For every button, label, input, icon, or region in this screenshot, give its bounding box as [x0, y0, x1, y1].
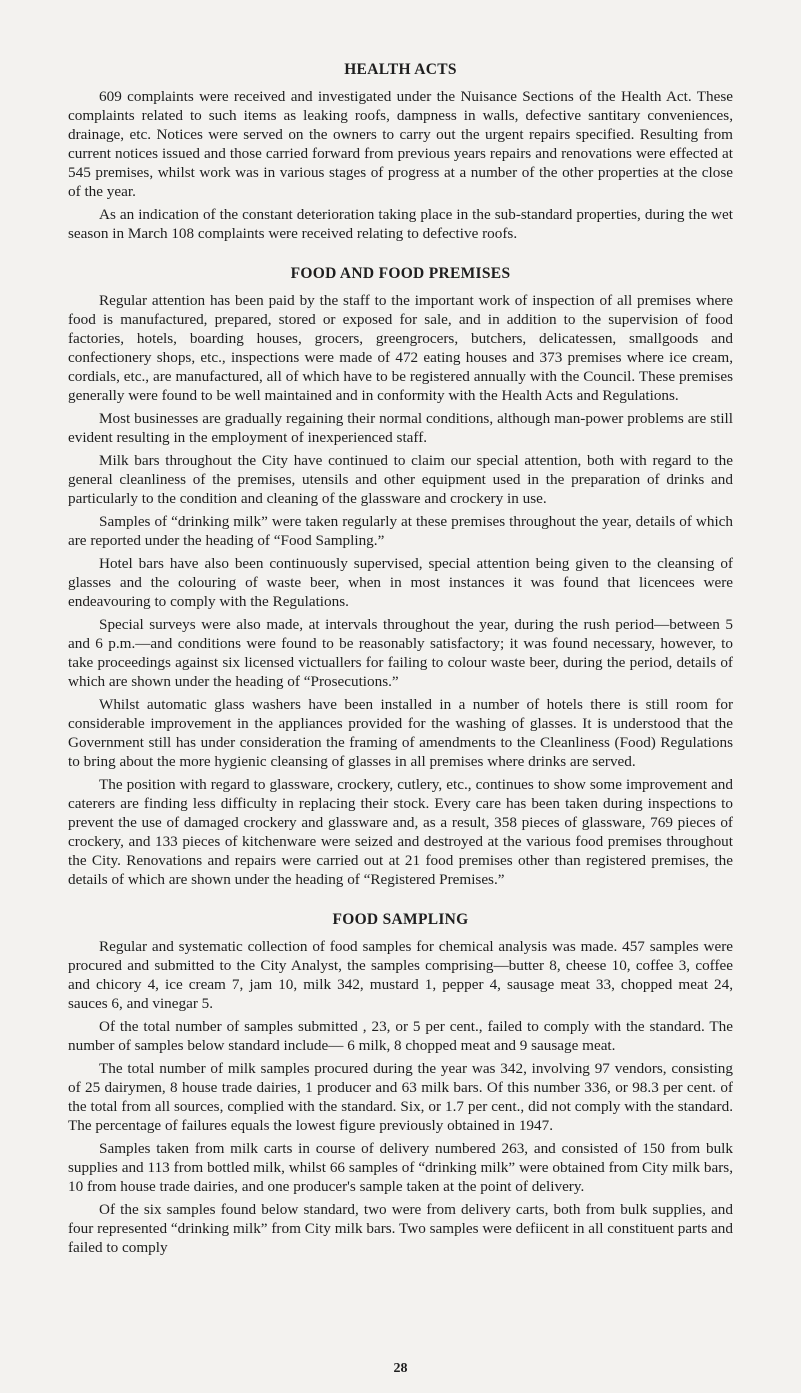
paragraph: Most businesses are gradually regaining their normal conditions, although man-power problems are still evident resulting in the employment of inexperienced staff.: [68, 410, 733, 446]
paragraph: Special surveys were also made, at intervals throughout the year, during the rush period—between 5 and 6 p.m.—and conditions were found to be reasonably satisfactory; it was found necessary, however, to take proceedings against six licensed victuallers for failing to colour waste beer, during the period, details of which are shown under the heading of “Prosecutions.”: [68, 616, 733, 690]
paragraph: The total number of milk samples procured during the year was 342, involving 97 vendors, consisting of 25 dairymen, 8 house trade dairies, 1 producer and 63 milk bars. Of this number 336, or 98.3 per cent. of the total from all sources, complied with the standard. Six, or 1.7 per cent., did not comply with the standard. The percentage of failures equals the lowest figure previously obtained in 1947.: [68, 1060, 733, 1134]
food-premises-heading: FOOD AND FOOD PREMISES: [290, 265, 511, 282]
food-sampling-heading: FOOD SAMPLING: [332, 911, 469, 928]
paragraph: Regular attention has been paid by the staff to the important work of inspection of all premises where food is manufactured, prepared, stored or exposed for sale, and in addition to the supervision of food factories, hotels, boarding houses, grocers, greengrocers, butchers, delicatessen, smallgoods and confectionery shops, etc., inspections were made of 472 eating houses and 373 premises where ice cream, cordials, etc., are manufactured, all of which have to be registered annually with the Council. These premises generally were found to be well maintained and in conformity with the Health Acts and Regulations.: [68, 292, 733, 404]
food-sampling-section: [68, 910, 733, 1257]
paragraph: Milk bars throughout the City have continued to claim our special attention, both with regard to the general cleanliness of the premises, utensils and other equipment used in the preparation of drinks and particularly to the condition and cleaning of the glassware and crockery in use.: [68, 452, 733, 507]
paragraph: Whilst automatic glass washers have been installed in a number of hotels there is still room for considerable improvement in the appliances provided for the washing of glasses. It is understood that the Government still has under consideration the framing of amendments to the Cleanliness (Food) Regulations to bring about the more hygienic cleansing of glasses in all premises where drinks are served.: [68, 696, 733, 770]
paragraph: The position with regard to glassware, crockery, cutlery, etc., continues to show some improvement and caterers are finding less difficulty in replacing their stock. Every care has been taken during inspections to prevent the use of damaged crockery and glassware and, as a result, 358 pieces of glassware, 769 pieces of crockery, and 133 pieces of kitchenware were seized and destroyed at the various food premises throughout the City. Renovations and repairs were carried out at 21 food premises other than registered premises, the details of which are shown under the heading of “Registered Premises.”: [68, 776, 733, 888]
paragraph: Samples of “drinking milk” were taken regularly at these premises throughout the year, details of which are reported under the heading of “Food Sampling.”: [68, 513, 733, 549]
paragraph: 609 complaints were received and investigated under the Nuisance Sections of the Health Act. These complaints related to such items as leaking roofs, dampness in walls, defective santitary conveniences, drainage, etc. Notices were served on the owners to carry out the urgent repairs specified. Resulting from current notices issued and those carried forward from previous years repairs and renovations were effected at 545 premises, whilst work was in various stages of progress at a number of the other properties at the close of the year.: [68, 88, 733, 200]
health-acts-section: [68, 60, 733, 243]
paragraph: As an indication of the constant deterioration taking place in the sub-standard properties, during the wet season in March 108 complaints were received relating to defective roofs.: [68, 206, 733, 242]
food-premises-section: [68, 264, 733, 889]
paragraph: Of the total number of samples submitted , 23, or 5 per cent., failed to comply with the standard. The number of samples below standard include— 6 milk, 8 chopped meat and 9 sausage meat.: [68, 1018, 733, 1054]
page-number: 28: [393, 1361, 408, 1376]
paragraph: Hotel bars have also been continuously supervised, special attention being given to the cleansing of glasses and the colouring of waste beer, when in most instances it was found that licencees were endeavouring to comply with the Regulations.: [68, 555, 733, 610]
paragraph: Samples taken from milk carts in course of delivery numbered 263, and consisted of 150 from bulk supplies and 113 from bottled milk, whilst 66 samples of “drinking milk” were obtained from City milk bars, 10 from house trade dairies, and one producer's sample taken at the point of delivery.: [68, 1140, 733, 1195]
health-acts-heading: HEALTH ACTS: [344, 61, 457, 78]
paragraph: Regular and systematic collection of food samples for chemical analysis was made. 457 samples were procured and submitted to the City Analyst, the samples comprising—butter 8, cheese 10, coffee 3, coffee and chicory 4, ice cream 7, jam 10, milk 342, mustard 1, pepper 4, sausage meat 33, chopped meat 24, sauces 6, and vinegar 5.: [68, 938, 733, 1012]
paragraph: Of the six samples found below standard, two were from delivery carts, both from bulk supplies, and four represented “drinking milk” from City milk bars. Two samples were defiicent in all constituent parts and failed to comply: [68, 1201, 733, 1256]
